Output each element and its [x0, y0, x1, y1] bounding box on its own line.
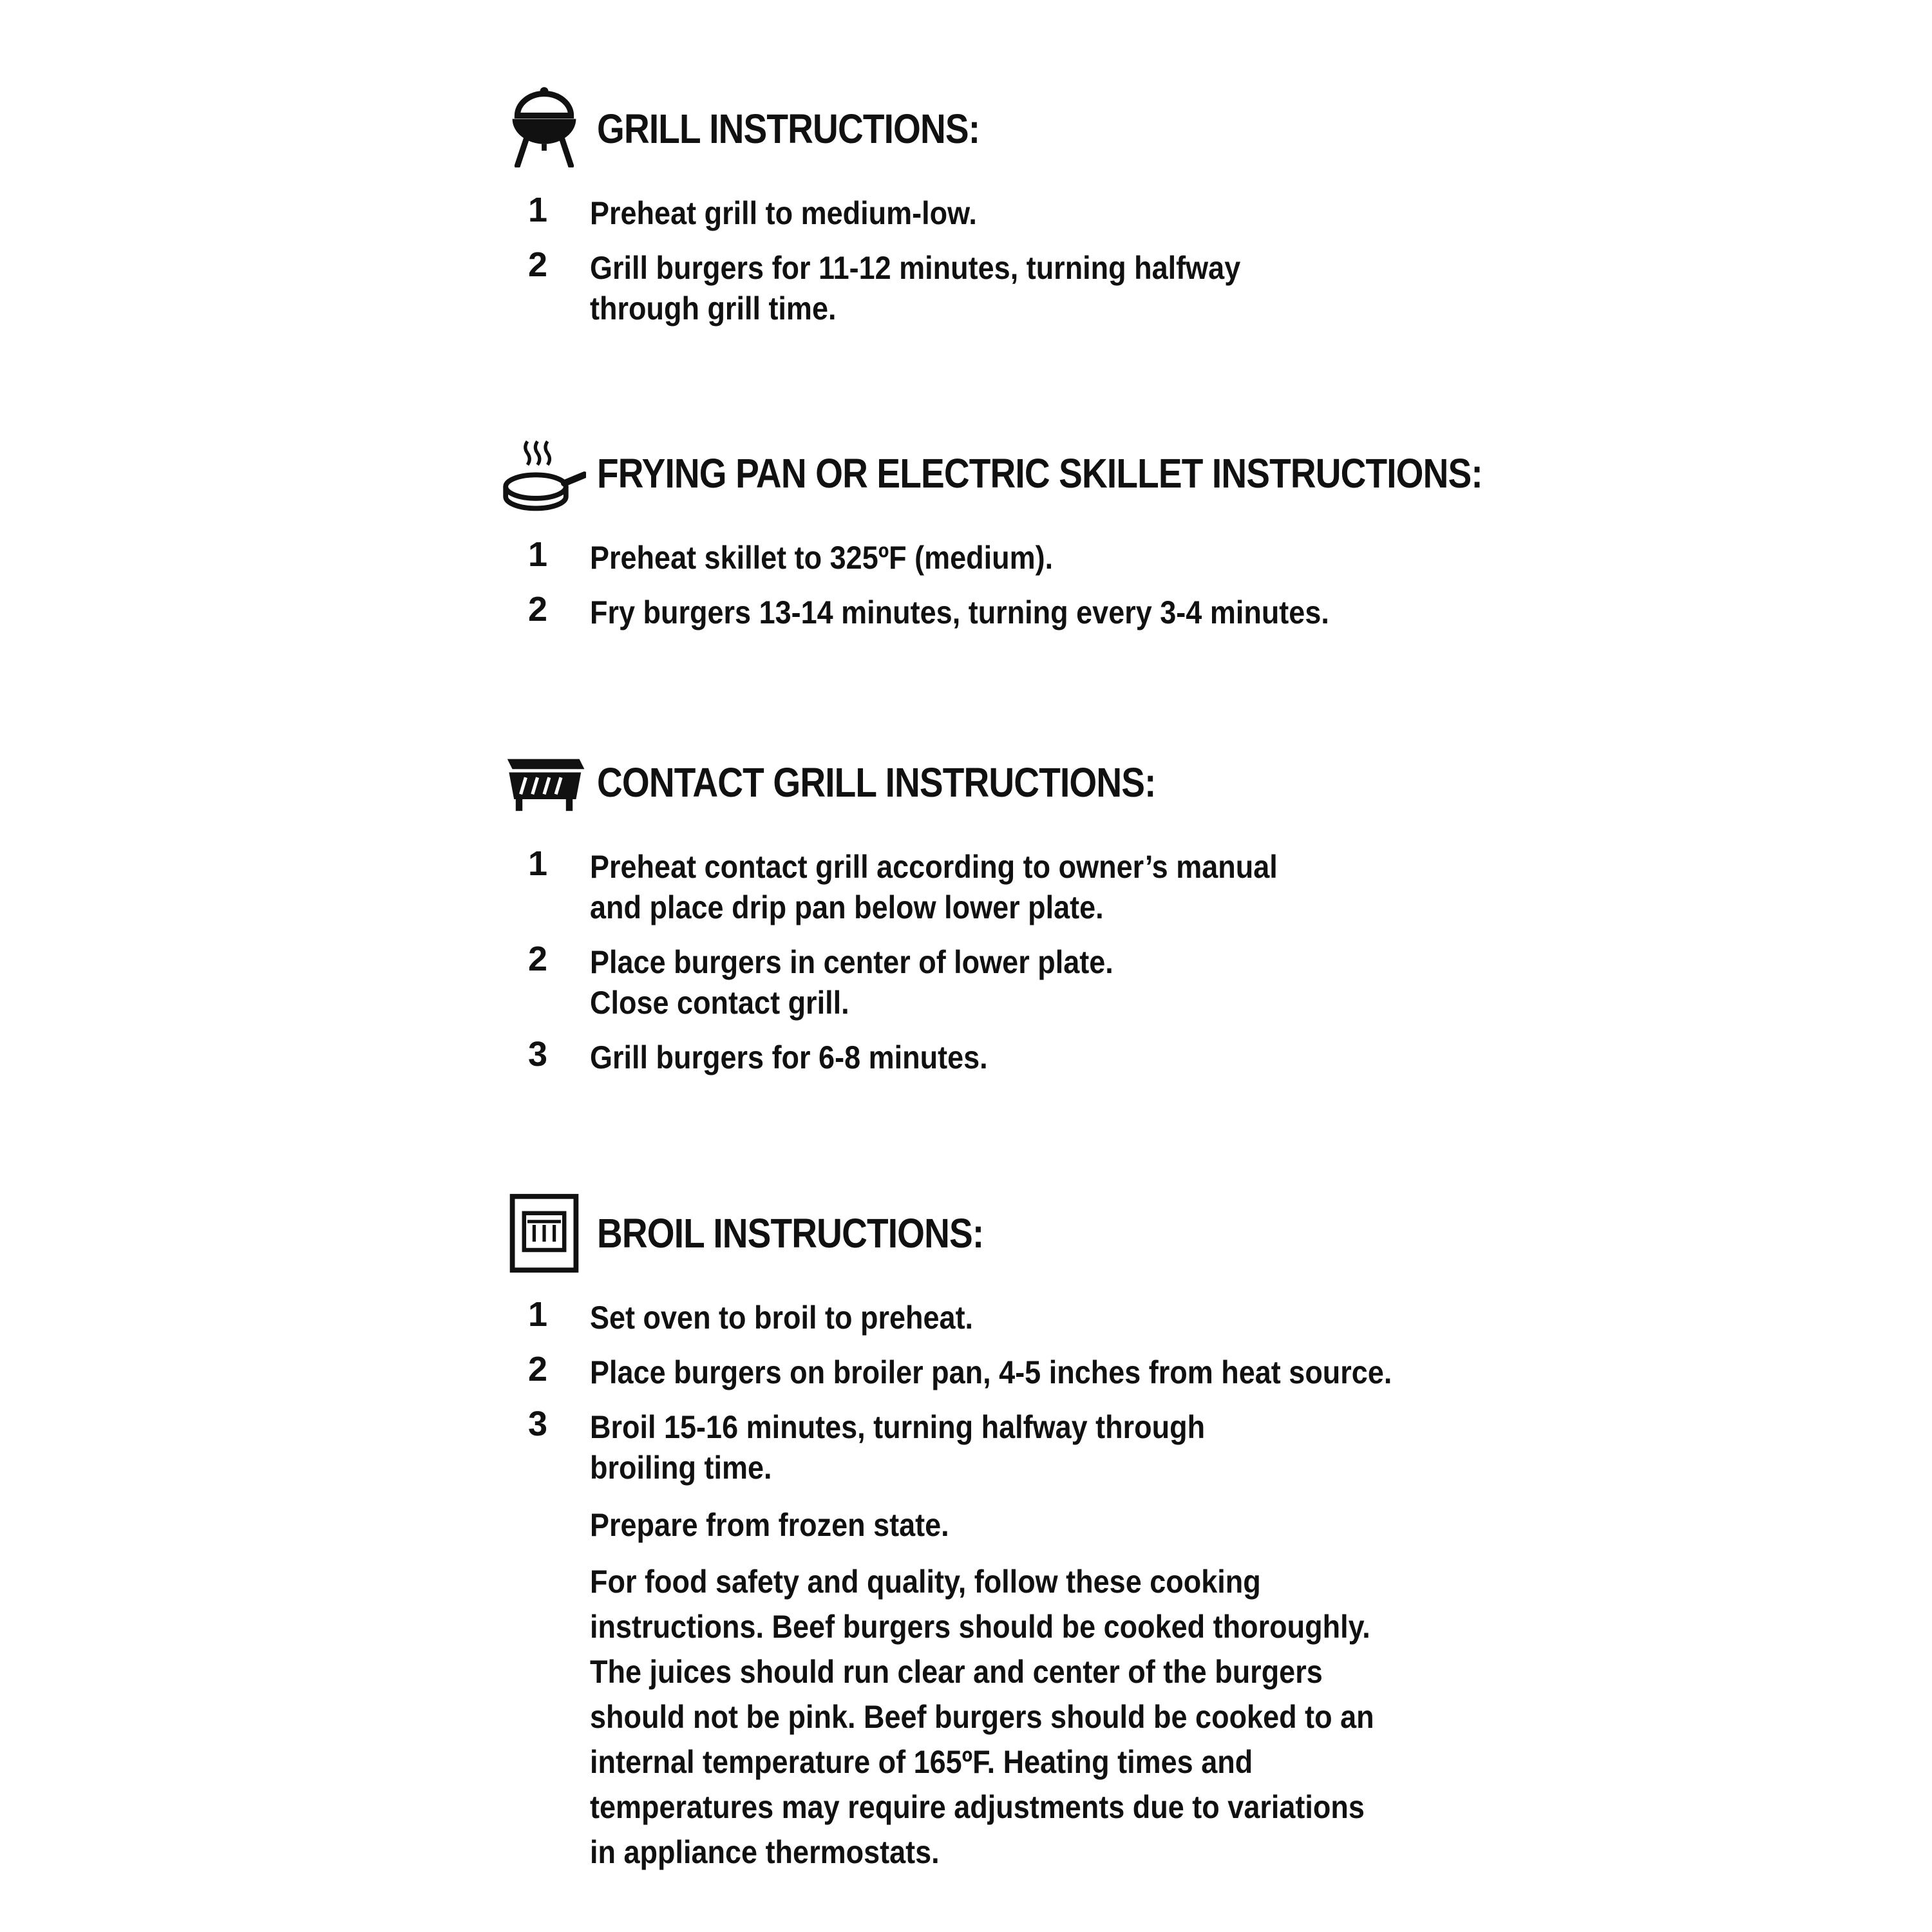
- step-text: Preheat contact grill according to owner’s manual and place drip pan below lower plate.: [590, 849, 1278, 925]
- step-number: 1: [528, 191, 548, 229]
- kettle-grill-icon: [502, 84, 586, 167]
- list-item: [502, 942, 1546, 1023]
- step-text: Preheat skillet to 325ºF (medium).: [590, 540, 1054, 576]
- list-item: [502, 1037, 1546, 1078]
- step-number: 1: [528, 844, 548, 883]
- list-item: [502, 535, 1546, 578]
- list-item: [502, 1352, 1546, 1393]
- oven-broil-icon: [502, 1191, 586, 1275]
- step-number: 2: [528, 940, 548, 978]
- frying-pan-icon: [502, 435, 586, 518]
- list-item: [502, 1407, 1546, 1488]
- section-heading: GRILL INSTRUCTIONS:: [597, 106, 980, 152]
- food-safety-note: For food safety and quality, follow these cooking instructions. Beef burgers should be cooked thoroughly. The juices should run clear and center of the burgers should not be pink. Beef burgers should be cooked to an internal temperature of 165ºF. Heating times and temperatures may require adjustments due to variations in appliance thermostats.: [590, 1564, 1374, 1870]
- step-text: Preheat grill to medium-low.: [590, 195, 977, 231]
- list-item: [502, 592, 1546, 633]
- step-text: Grill burgers for 11-12 minutes, turning halfway through grill time.: [590, 250, 1241, 327]
- list-item: [502, 1295, 1546, 1338]
- list-item: [502, 844, 1546, 928]
- step-number: 3: [528, 1035, 548, 1074]
- section-heading: CONTACT GRILL INSTRUCTIONS:: [597, 759, 1156, 806]
- step-number: 2: [528, 590, 548, 629]
- step-number: 1: [528, 1295, 548, 1334]
- step-number: 1: [528, 535, 548, 574]
- step-text: Broil 15-16 minutes, turning halfway through broiling time.: [590, 1409, 1206, 1486]
- frozen-note: Prepare from frozen state.: [590, 1507, 949, 1543]
- step-text: Grill burgers for 6-8 minutes.: [590, 1039, 988, 1075]
- step-number: 2: [528, 1350, 548, 1388]
- step-text: Fry burgers 13-14 minutes, turning every 3-4 minutes.: [590, 594, 1329, 630]
- step-text: Place burgers on broiler pan, 4-5 inches from heat source.: [590, 1354, 1392, 1390]
- list-item: [502, 245, 1546, 329]
- contact-grill-icon: [502, 741, 586, 824]
- step-text: Set oven to broil to preheat.: [590, 1300, 974, 1336]
- step-number: 3: [528, 1405, 548, 1443]
- list-item: [502, 193, 1546, 234]
- section-heading: BROIL INSTRUCTIONS:: [597, 1210, 984, 1256]
- step-number: 2: [528, 245, 548, 284]
- step-text: Place burgers in center of lower plate. Close contact grill.: [590, 944, 1113, 1021]
- section-heading: FRYING PAN OR ELECTRIC SKILLET INSTRUCTIONS:: [597, 450, 1482, 497]
